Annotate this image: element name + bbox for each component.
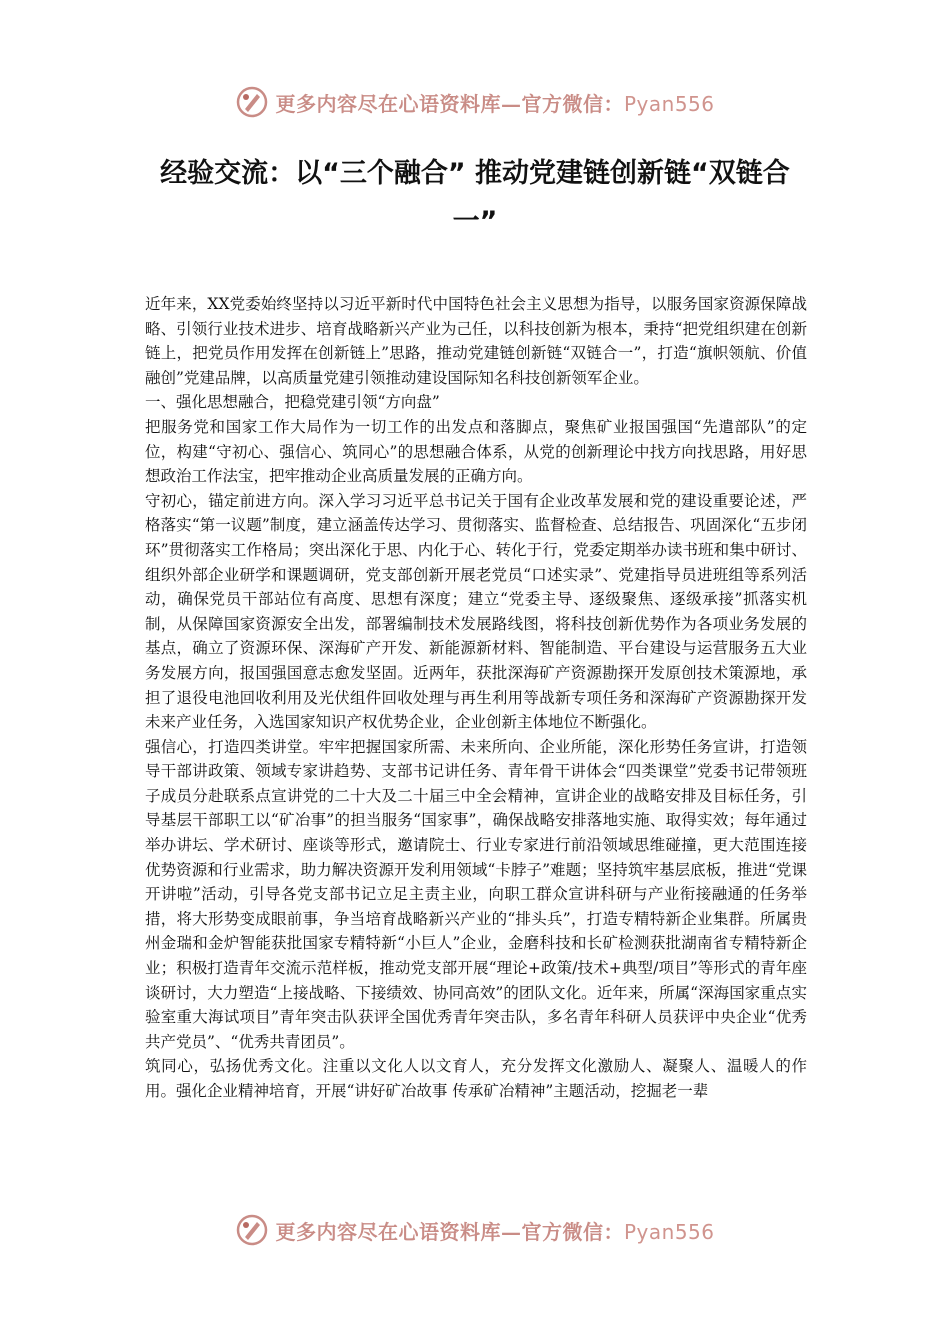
watermark-text: 更多内容尽在心语资料库—官方微信：Pyan556 <box>275 91 715 116</box>
paragraph: 把服务党和国家工作大局作为一切工作的出发点和落脚点，聚焦矿业报国强国“先遣部队”的定位，构建“守初心、强信心、筑同心”的思想融合体系，从党的创新理论中找方向找思路，用好思想政治工作法宝，把牢推动企业高质量发展的正确方向。 <box>145 417 807 486</box>
paragraph: 近年来，XX党委始终坚持以习近平新时代中国特色社会主义思想为指导，以服务国家资源保障战略、引领行业技术进步、培育战略新兴产业为己任，以科技创新为根本，秉持“把党组织建在创新链上，把党员作用发挥在创新链上”思路，推动党建链创新链“双链合一”，打造“旗帜领航、价值融创”党建品牌，以高质量党建引领推动建设国际知名科技创新领军企业。 <box>145 295 807 387</box>
watermark-handle: Pyan556 <box>623 91 715 116</box>
header-watermark <box>0 82 950 122</box>
logo-icon <box>235 1213 269 1247</box>
section-heading: 一、强化思想融合，把稳党建引领“方向盘” <box>145 393 440 412</box>
paragraph: 守初心，锚定前进方向。深入学习习近平总书记关于国有企业改革发展和党的建设重要论述，严格落实“第一议题”制度，建立涵盖传达学习、贯彻落实、监督检查、总结报告、巩固深化“五步闭环”贯彻落实工作格局；突出深化于思、内化于心、转化于行，党委定期举办读书班和集中研讨、组织外部企业研学和课题调研，党支部创新开展老党员“口述实录”、党建指导员进班组等系列活动，确保党员干部站位有高度、思想有深度；建立“党委主导、逐级聚焦、逐级承接”抓落实机制，从保障国家资源安全出发，部署编制技术发展路线图，将科技创新优势作为各项业务发展的基点，确立了资源环保、深海矿产开发、新能源新材料、智能制造、平台建设与运营服务五大业务发展方向，报国强国意志愈发坚固。近两年，获批深海矿产资源勘探开发原创技术策源地，承担了退役电池回收利用及光伏组件回收处理与再生利用等战新专项任务和深海矿产资源勘探开发未来产业任务，入选国家知识产权优势企业，企业创新主体地位不断强化。 <box>145 491 807 732</box>
watermark-text: 更多内容尽在心语资料库—官方微信：Pyan556 <box>275 1219 715 1244</box>
footer-watermark <box>0 1210 950 1250</box>
document-title: 经验交流：以“三个融合” 推动党建链创新链“双链合一” <box>160 158 790 237</box>
paragraph: 筑同心，弘扬优秀文化。注重以文化人以文育人，充分发挥文化激励人、凝聚人、温暖人的作用。强化企业精神培育，开展“讲好矿冶故事 传承矿冶精神”主题活动，挖掘老一辈 <box>145 1057 807 1100</box>
paragraph: 强信心，打造四类讲堂。牢牢把握国家所需、未来所向、企业所能，深化形势任务宣讲，打造领导干部讲政策、领域专家讲趋势、支部书记讲任务、青年骨干讲体会“四类课堂”党委书记带领班子成员分赴联系点宣讲党的二十大及二十届三中全会精神，宣讲企业的战略安排及目标任务，引导基层干部职工以“矿冶事”的担当服务“国家事”，确保战略安排落地实施、取得实效；每年通过举办讲坛、学术研讨、座谈等形式，邀请院士、行业专家进行前沿领域思维碰撞，更大范围连接优势资源和行业需求，助力解决资源开发利用领域“卡脖子”难题；坚持筑牢基层底板，推进“党课开讲啦”活动，引导各党支部书记立足主责主业，向职工群众宣讲科研与产业衔接融通的任务举措，将大形势变成眼前事，争当培育战略新兴产业的“排头兵”，打造专精特新企业集群。所属贵州金瑞和金炉智能获批国家专精特新“小巨人”企业，金磨科技和长矿检测获批湖南省专精特新企业；积极打造青年交流示范样板，推动党支部开展“理论+政策/技术+典型/项目”等形式的青年座谈研讨，大力塑造“上接战略、下接绩效、协同高效”的团队文化。近年来，所属“深海国家重点实验室重大海试项目”青年突击队获评全国优秀青年突击队，多名青年科研人员获评中央企业“优秀共产党员”、“优秀共青团员”。 <box>145 737 807 1051</box>
watermark-handle: Pyan556 <box>623 1219 715 1244</box>
logo-icon <box>235 85 269 119</box>
document-body <box>145 292 807 1104</box>
